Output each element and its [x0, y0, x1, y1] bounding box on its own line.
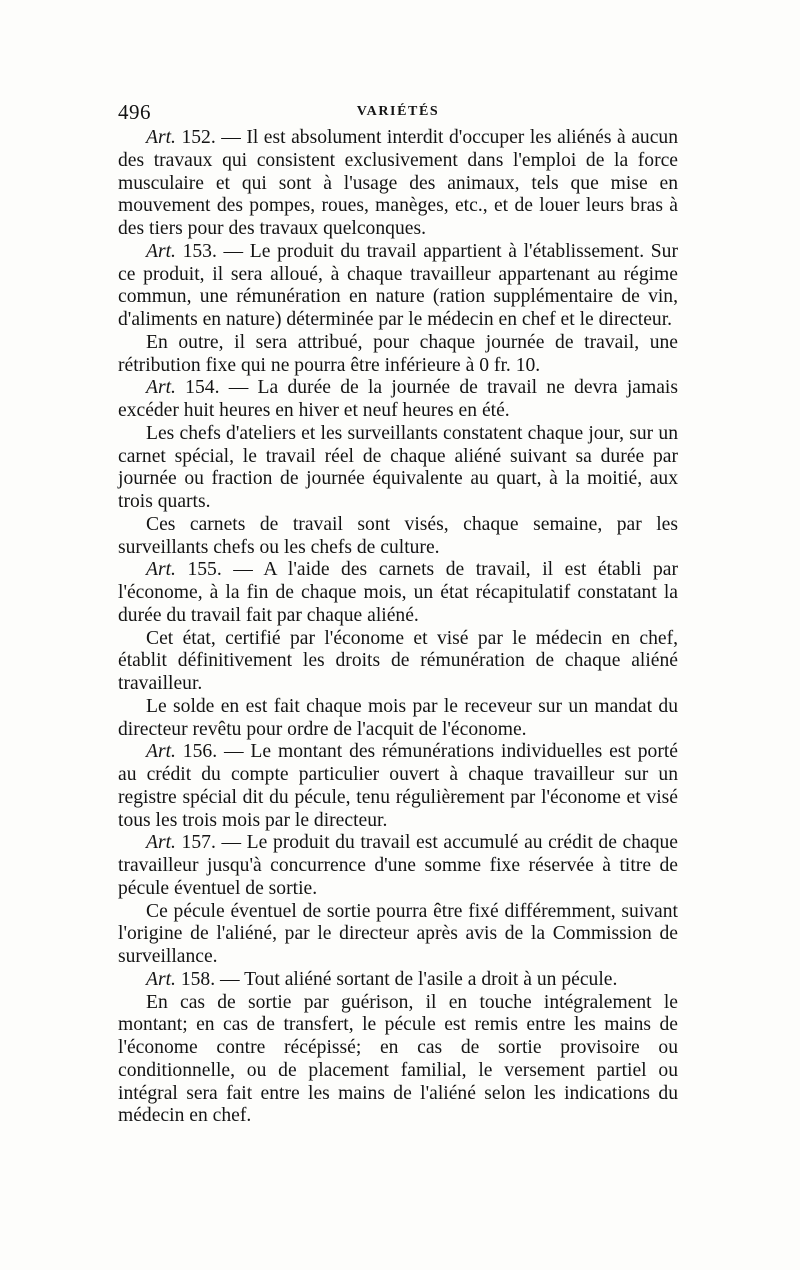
article-158-paragraph — [118, 969, 678, 992]
article-label: Art. — [146, 968, 176, 990]
paragraph-text: 158. — Tout aliéné sortant de l'asile a droit à un pécule. — [175, 968, 618, 990]
article-label: Art. — [146, 832, 176, 854]
paragraph-text: 153. — Le produit du travail appartient à l'établissement. Sur ce produit, il sera alloué, à chaque travailleur appartenant au régime commun, une rémunération en nature (ration supplémentaire de vin, d'aliments en nature) déterminée par le médecin en chef et le directeur. — [118, 240, 678, 330]
body-text — [118, 127, 678, 1128]
paragraph-text: 155. — A l'aide des carnets de travail, il est établi par l'économe, à la fin de chaque mois, un état récapitulatif constatant la durée du travail fait par chaque aliéné. — [118, 559, 678, 626]
page-number: 496 — [118, 100, 151, 124]
paragraph-text: 157. — Le produit du travail est accumulé au crédit de chaque travailleur jusqu'à concurrence d'une somme fixe réservée à titre de pécule éventuel de sortie. — [118, 832, 678, 899]
article-153-paragraph — [118, 241, 678, 332]
paragraph-text: Les chefs d'ateliers et les surveillants constatent chaque jour, sur un carnet spécial, le travail réel de chaque aliéné suivant sa durée par journée ou fraction de journée équivalente au quart, à la moitié, aux trois quarts. — [118, 422, 678, 512]
paragraph-text: En cas de sortie par guérison, il en touche intégralement le montant; en cas de transfert, le pécule est remis entre les mains de l'économe contre récépissé; en cas de sortie provisoire ou conditionnelle, ou de placement familial, le versement partiel ou intégral sera fait entre les mains de l'aliéné selon les indications du médecin en chef. — [118, 991, 678, 1127]
paragraph — [118, 423, 678, 514]
article-label: Art. — [146, 559, 176, 581]
article-label: Art. — [146, 377, 176, 399]
paragraph-text: En outre, il sera attribué, pour chaque journée de travail, une rétribution fixe qui ne pourra être inférieure à 0 fr. 10. — [118, 331, 678, 376]
paragraph-text: Ce pécule éventuel de sortie pourra être fixé différemment, suivant l'origine de l'aliéné, par le directeur après avis de la Commission de surveillance. — [118, 900, 678, 967]
paragraph-text: Ces carnets de travail sont visés, chaque semaine, par les surveillants chefs ou les chefs de culture. — [118, 513, 678, 558]
article-label: Art. — [146, 741, 176, 763]
article-152-paragraph — [118, 127, 678, 241]
article-label: Art. — [146, 240, 176, 262]
paragraph-text: Cet état, certifié par l'économe et visé par le médecin en chef, établit définitivement les droits de rémunération de chaque aliéné travailleur. — [118, 627, 678, 694]
running-header — [118, 100, 678, 130]
paragraph — [118, 992, 678, 1129]
paragraph-text: Le solde en est fait chaque mois par le receveur sur un mandat du directeur revêtu pour ordre de l'acquit de l'économe. — [118, 695, 678, 740]
paragraph — [118, 628, 678, 696]
paragraph-text: 152. — Il est absolument interdit d'occuper les aliénés à aucun des travaux qui consistent exclusivement dans l'emploi de la force musculaire et qui sont à l'usage des animaux, tels que mise en mouvement des pompes, roues, manèges, etc., et de louer leurs bras à des tiers pour des travaux quelconques. — [118, 127, 678, 239]
paragraph-text: 154. — La durée de la journée de travail ne devra jamais excéder huit heures en hiver et neuf heures en été. — [118, 377, 678, 421]
paragraph — [118, 514, 678, 560]
article-label: Art. — [146, 127, 176, 148]
article-154-paragraph — [118, 377, 678, 423]
article-157-paragraph — [118, 832, 678, 900]
article-155-paragraph — [118, 559, 678, 627]
running-title: VARIÉTÉS — [356, 104, 440, 119]
paragraph — [118, 332, 678, 378]
paragraph-text: 156. — Le montant des rémunérations individuelles est porté au crédit du compte particulier ouvert à chaque travailleur sur un registre spécial dit du pécule, tenu régulièrement par l'économe et visé tous les trois mois par le directeur. — [118, 741, 678, 831]
paragraph — [118, 696, 678, 742]
article-156-paragraph — [118, 741, 678, 832]
paragraph — [118, 901, 678, 969]
